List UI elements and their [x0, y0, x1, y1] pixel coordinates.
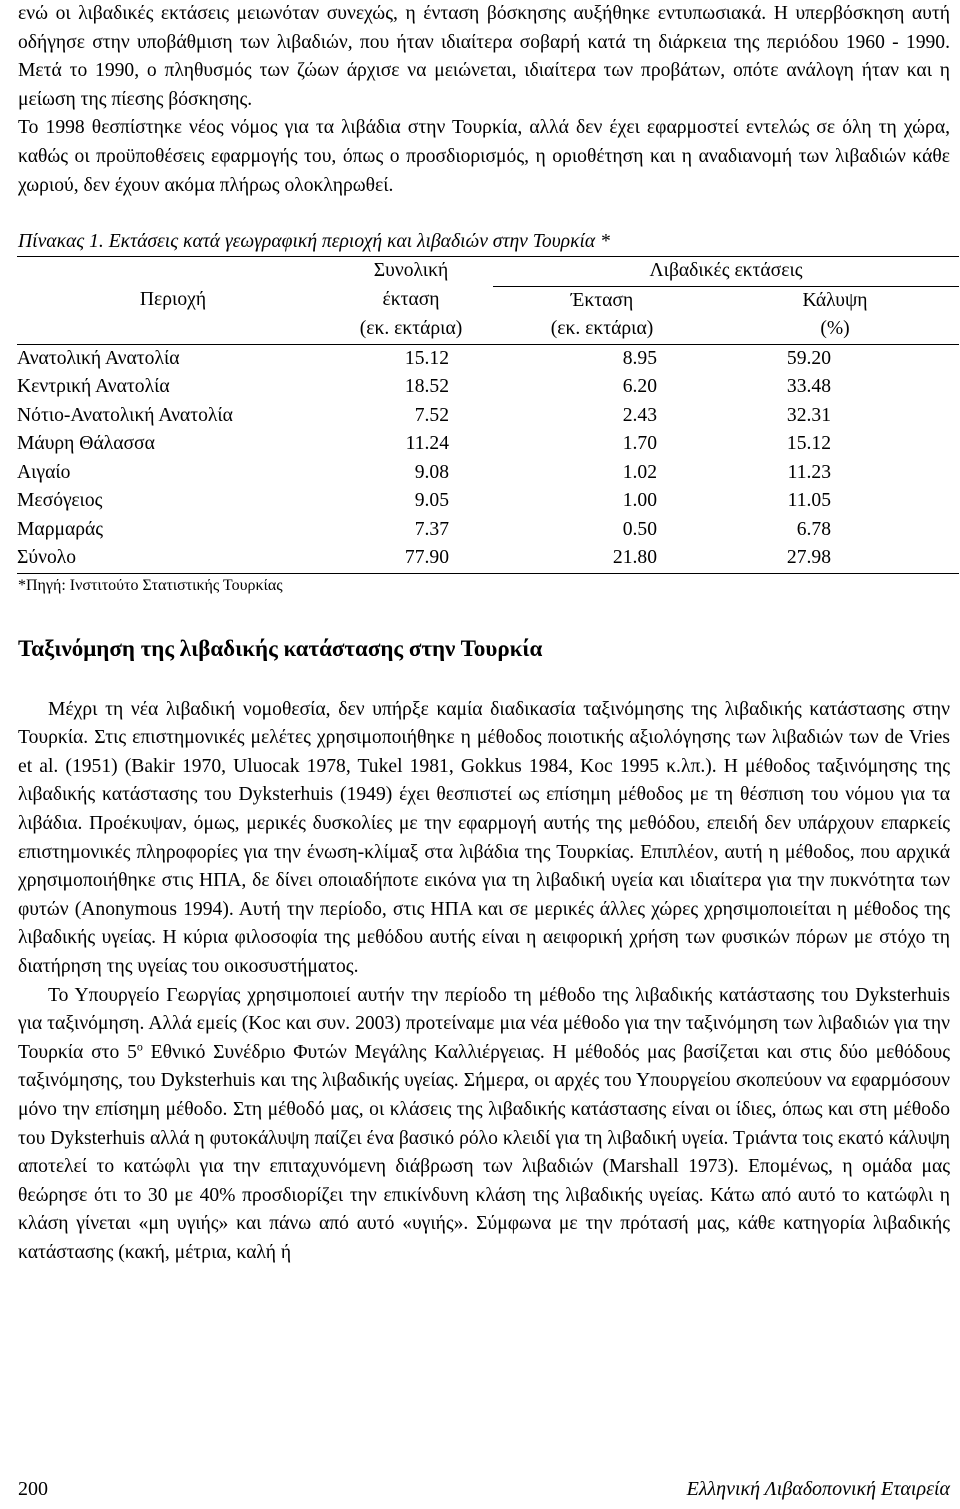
cell-area: 8.95 — [622, 347, 657, 369]
cell-area: 1.02 — [622, 461, 657, 483]
cell-region: Αιγαίο — [17, 461, 71, 483]
cell-coverage: 33.48 — [786, 376, 831, 398]
table-caption: Πίνακας 1. Εκτάσεις κατά γεωγραφική περιοχή και λιβαδιών στην Τουρκία * — [18, 231, 610, 253]
page-number: 200 — [18, 1478, 48, 1500]
table-header-row-2 — [17, 286, 959, 315]
table-row — [17, 516, 959, 545]
cell-area: 6.20 — [622, 376, 657, 398]
cell-coverage: 32.31 — [786, 404, 831, 426]
cell-area: 0.50 — [622, 518, 657, 540]
cell-coverage: 59.20 — [786, 347, 831, 369]
cell-area: 1.70 — [622, 433, 657, 455]
table-header-row-3 — [17, 315, 959, 344]
cell-total: 7.52 — [414, 404, 449, 426]
cell-region: Μαρμαράς — [17, 518, 104, 540]
cell-region: Κεντρική Ανατολία — [17, 376, 170, 398]
intro-paragraph-1: ενώ οι λιβαδικές εκτάσεις μειωνόταν συνεχώς, η ένταση βόσκησης αυξήθηκε εντυπωσιακά. Η υπερβόσκηση αυτή οδήγησε στην υποβάθμιση των λιβαδιών, που ήταν ιδιαίτερα σοβαρή κατά τη διάρκεια της περιόδου 1960 - 1990. Μετά το 1990, ο πληθυσμός των ζώων άρχισε να μειώνεται, ιδιαίτερα των προβάτων, οπότε ανάλογη ήταν και η μείωση της πίεσης βόσκησης. — [18, 3, 950, 110]
cell-region: Σύνολο — [17, 544, 329, 573]
table-source-note: *Πηγή: Ινστιτούτο Στατιστικής Τουρκίας — [18, 576, 283, 594]
cell-total: 9.08 — [414, 461, 449, 483]
journal-name: Ελληνική Λιβαδοπονική Εταιρεία — [686, 1478, 950, 1500]
paragraph-2-text-a: Το Υπουργείο Γεωργίας χρησιμοποιεί αυτήν την περίοδο τη μέθοδο της λιβαδικής κατάστασης του Dyksterhuis για ταξινόμηση. Αλλά εμείς (Koc και συν. 2003) προτείναμε μια νέα μέθοδο για την ταξινόμηση των λιβαδιών για την Τουρκία στο 5 — [18, 984, 950, 1063]
table-row — [17, 430, 959, 459]
cell-area: 2.43 — [622, 404, 657, 426]
header-total-l2: έκταση — [382, 289, 440, 311]
cell-coverage: 6.78 — [796, 518, 831, 540]
table-header-row-1 — [17, 257, 959, 287]
table-row — [17, 373, 959, 402]
cell-region: Ανατολική Ανατολία — [17, 347, 180, 369]
intro-paragraph-2: Το 1998 θεσπίστηκε νέος νόμος για τα λιβάδια στην Τουρκία, αλλά δεν έχει εφαρμοστεί εντελώς σε όλη τη χώρα, καθώς οι προϋποθέσεις εφαρμογής του, όπως ο προσδιορισμός, η οριοθέτηση και η αναδιανομή των λιβαδιών κάθε χωριού, δεν έχουν ακόμα πλήρως ολοκληρωθεί. — [18, 117, 950, 196]
cell-region: Μάυρη Θάλασσα — [17, 433, 155, 455]
paragraph-2-text-b: Εθνικό Συνέδριο Φυτών Μεγάλης Καλλιέργειας. Η μέθοδός μας βασίζεται και στις δύο μεθόδους ταξινόμησης, του Dyksterhuis και της λιβαδικής υγείας. Σήμερα, οι αρχές του Υπουργείου σκοπεύουν να εφαρμόσουν μόνο την επίσημη μέθοδο. Στη μέθοδό μας, οι κλάσεις της λιβαδικής κατάστασης είναι οι ίδιες, όπως και στη μέθοδο του Dyksterhuis αλλά η φυτοκάλυψη παίζει ένα βασικό ρόλο κλειδί για τη λιβαδική υγεία. Τριάντα τοις εκατό κάλυψη αποτελεί το κατώφλι για την επιταχυνόμενη διάβρωση των λιβαδιών (Marshall 1973). Επομένως, η ομάδα μας θεώρησε ότι το 30 με 40% προσδιορίζει την επικίνδυνη κλάση της λιβαδικής υγείας. Κάτω από αυτό το κατώφλι η κλάση γίνεται «μη υγιής» και πάνω από αυτό «υγιής». Σύμφωνα με την πρότασή μας, κάθε κατηγορία λιβαδικής κατάστασης (κακή, μέτρια, καλή ή — [18, 1041, 950, 1263]
cell-total: 77.90 — [329, 544, 493, 573]
cell-total: 7.37 — [414, 518, 449, 540]
table-row — [17, 344, 959, 373]
table-body — [17, 344, 959, 573]
cell-coverage: 15.12 — [786, 433, 831, 455]
header-rangeland-group: Λιβαδικές εκτάσεις — [493, 257, 959, 287]
table-row — [17, 402, 959, 431]
table-row — [17, 487, 959, 516]
header-region: Περιοχή — [139, 289, 207, 311]
section-paragraph-2 — [18, 982, 950, 1268]
cell-region: Μεσόγειος — [17, 490, 103, 512]
cell-total: 18.52 — [404, 376, 449, 398]
cell-area: 1.00 — [622, 490, 657, 512]
header-coverage-l1: Κάλυψη — [802, 289, 868, 311]
cell-total: 15.12 — [404, 347, 449, 369]
cell-coverage: 11.05 — [787, 490, 831, 512]
header-area-l2: (εκ. εκτάρια) — [493, 315, 711, 344]
ordinal-superscript: ο — [136, 1039, 143, 1054]
cell-coverage: 27.98 — [711, 544, 959, 573]
table-row — [17, 459, 959, 488]
table-row-total — [17, 544, 959, 573]
header-total-l1: Συνολική — [329, 257, 493, 287]
land-area-table — [17, 256, 959, 574]
header-total-l3: (εκ. εκτάρια) — [329, 315, 493, 344]
cell-total: 9.05 — [414, 490, 449, 512]
header-area-l1: Έκταση — [570, 289, 634, 311]
cell-total: 11.24 — [405, 433, 449, 455]
cell-area: 21.80 — [493, 544, 711, 573]
header-coverage-l2: (%) — [711, 315, 959, 344]
section-paragraph-1: Μέχρι τη νέα λιβαδική νομοθεσία, δεν υπήρξε καμία διαδικασία ταξινόμησης της λιβαδικής κατάστασης στην Τουρκία. Στις επιστημονικές μελέτες χρησιμοποιήθηκε η μέθοδος ποιοτικής αξιολόγησης των λιβαδιών των de Vries et al. (1951) (Bakir 1970, Uluocak 1978, Tukel 1981, Gokkus 1984, Koc 1995 κ.λπ.). Η μέθοδος ταξινόμησης της λιβαδικής κατάστασης του Dyksterhuis (1949) έχει θεσπιστεί ως επίσημη μέθοδος με τη θέσπιση του νόμου για τα λιβάδια. Προέκυψαν, όμως, μερικές δυσκολίες με την εφαρμογή αυτής της μεθόδου, επειδή δεν υπάρχουν επαρκείς επιστημονικές πληροφορίες για την ένωση-κλίμαξ στα λιβάδια της Τουρκίας. Επιπλέον, αυτή η μέθοδος, που αρχικά χρησιμοποιήθηκε στις ΗΠΑ, δε δίνει οποιαδήποτε εικόνα για τη λιβαδική υγεία και ιδιαίτερα για την πυκνότητα των φυτών (Anonymous 1994). Αυτή την περίοδο, στις ΗΠΑ και σε μερικές άλλες χώρες χρησιμοποιείται η μέθοδος της λιβαδικής υγείας. Η κύρια φιλοσοφία της μεθόδου αυτής είναι η αειφορική χρήση των φυσικών πόρων με στόχο τη διατήρηση της υγείας του οικοσυστήματος. — [18, 698, 950, 977]
page-content — [18, 0, 950, 1268]
cell-region: Νότιο-Ανατολική Ανατολία — [17, 404, 233, 426]
cell-coverage: 11.23 — [787, 461, 831, 483]
section-heading: Ταξινόμηση της λιβαδικής κατάστασης στην Τουρκία — [18, 635, 543, 661]
page-footer — [0, 1478, 960, 1506]
